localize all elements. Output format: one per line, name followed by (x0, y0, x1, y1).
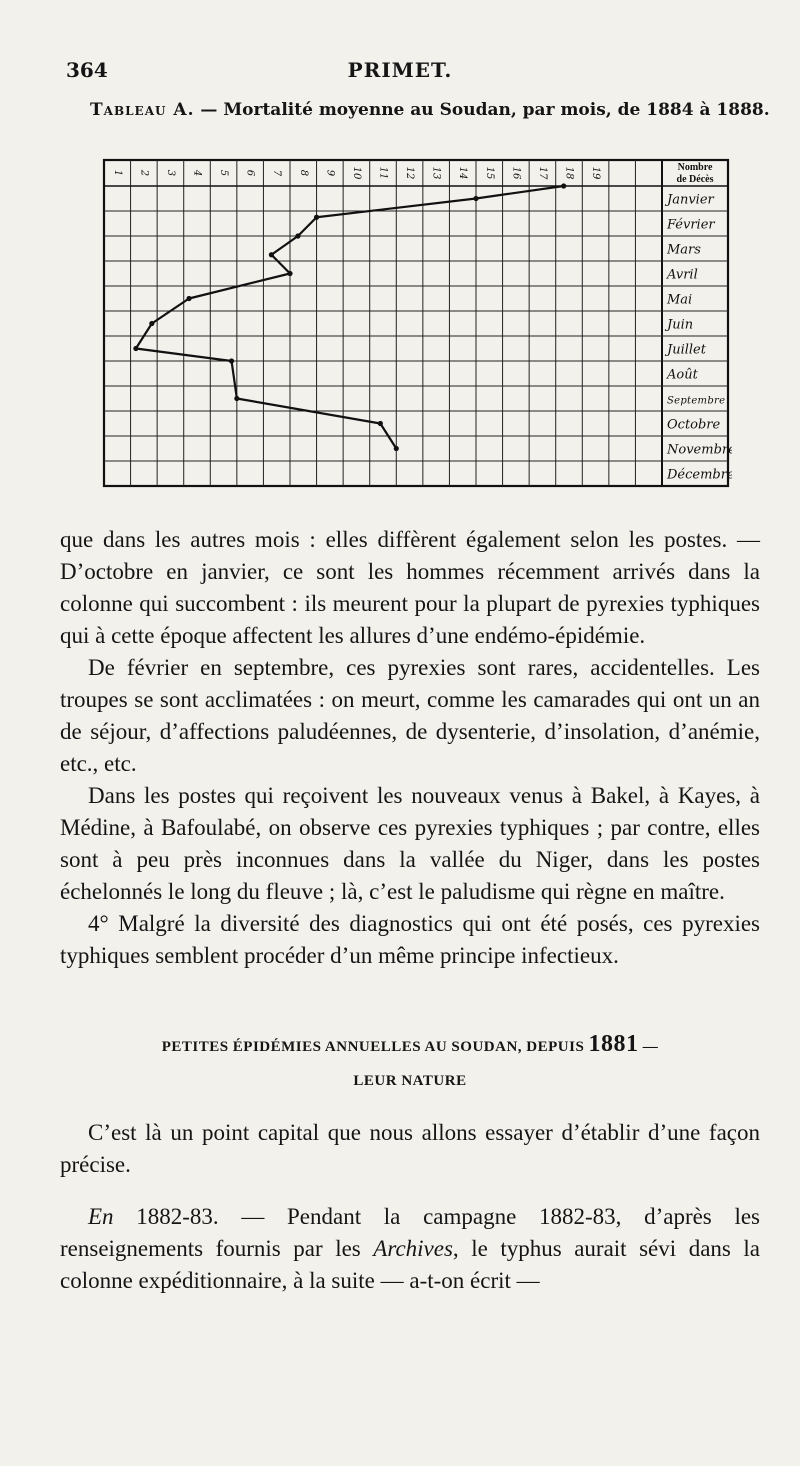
paragraph-6-em: Archives (373, 1236, 453, 1261)
x-tick-label: 13 (430, 166, 442, 180)
x-tick-label: 3 (164, 169, 176, 177)
x-tick-label: 10 (350, 166, 362, 180)
page-number: 364 (66, 58, 108, 82)
x-tick-label: 16 (510, 166, 522, 180)
x-tick-label: 12 (404, 166, 416, 180)
category-label: Décembre (667, 467, 732, 483)
paragraph-3: Dans les postes qui reçoivent les nouveaux venus à Bakel, à Kayes, à Médine, à Bafoulabé, on observe ces pyrexies typhiques ; par contre, elles sont à peu près inconnues dans la vallée du Niger, dans les postes échelonnés le long du fleuve ; là, c’est le paludisme qui règne en maître. (60, 783, 760, 904)
category-label: Mars (667, 242, 701, 258)
paragraph-4: 4° Malgré la diversité des diagnostics qui ont été posés, ces pyrexies typhiques semblent procéder d’un même principe infectieux. (60, 911, 760, 968)
series-line-deces (136, 186, 564, 449)
section-heading-dash: — (638, 1039, 659, 1055)
x-tick-label: 18 (563, 166, 575, 180)
table-caption (90, 100, 770, 120)
x-axis-label-line-2: de Décès (676, 174, 714, 185)
page-header (0, 58, 800, 88)
x-tick-label: 17 (536, 166, 548, 180)
category-label: Septembre (667, 395, 725, 407)
paragraph-5: C’est là un point capital que nous allons essayer d’établir d’une façon précise. (60, 1120, 760, 1177)
paragraph-6-b: , le typhus aurait sévi dans la colonne expéditionnaire, à la suite — a-t-on écrit — (60, 1236, 760, 1293)
x-tick-label: 4 (191, 169, 203, 177)
x-tick-label: 6 (244, 169, 256, 177)
data-point (269, 252, 274, 257)
section-heading (60, 1028, 760, 1097)
x-tick-label: 2 (138, 169, 150, 177)
data-point (561, 183, 566, 188)
category-label: Janvier (667, 192, 714, 208)
chart-frame (104, 160, 728, 486)
category-label: Octobre (667, 417, 721, 433)
paragraph-6-lead: En (88, 1204, 114, 1229)
category-label: Juillet (667, 342, 706, 358)
data-point (186, 296, 191, 301)
data-point (378, 421, 383, 426)
category-label: Juin (667, 317, 694, 333)
table-label: Tableau A. (90, 100, 195, 120)
category-label: Novembre (667, 442, 732, 458)
x-axis-label-line-1: Nombre (677, 162, 713, 173)
data-point (314, 215, 319, 220)
x-tick-label: 1 (111, 169, 123, 177)
data-point (234, 396, 239, 401)
data-point (295, 233, 300, 238)
x-tick-label: 14 (457, 166, 469, 180)
data-point (229, 358, 234, 363)
x-tick-label: 15 (483, 166, 495, 180)
data-point (473, 196, 478, 201)
table-caption-text: — Mortalité moyenne au Soudan, par mois, de 1884 à 1888. (194, 100, 770, 120)
category-label: Février (667, 217, 715, 233)
mortality-chart-svg (102, 158, 732, 490)
x-tick-label: 19 (590, 166, 602, 180)
section-heading-main: PETITES ÉPIDÉMIES ANNUELLES AU SOUDAN, DEPUIS (161, 1039, 589, 1055)
paragraph-1: que dans les autres mois : elles diffèrent également selon les postes. — D’octobre en janvier, ce sont les hommes récemment arrivés dans la colonne qui succombent : ils meurent pour la plupart de pyrexies typhiques qui à cette époque affectent les allures d’une endémo-épidémie. (60, 527, 760, 648)
paragraph-6-a: 1882-83. — Pendant la campagne 1882-83, d’après les renseignements fournis par les (60, 1204, 760, 1261)
data-point (149, 321, 154, 326)
category-label: Mai (667, 292, 693, 308)
x-tick-label: 8 (297, 169, 309, 177)
category-label: Août (667, 367, 698, 383)
paragraph-6 (60, 1201, 760, 1297)
data-point (287, 271, 292, 276)
x-tick-label: 5 (218, 169, 230, 177)
data-point (394, 446, 399, 451)
paragraph-2: De février en septembre, ces pyrexies sont rares, accidentelles. Les troupes se sont acclimatées : on meurt, comme les camarades qui ont un an de séjour, d’affections paludéennes, de dysenterie, d’insolation, d’anémie, etc., etc. (60, 655, 760, 776)
mortality-chart (102, 158, 732, 494)
section-heading-sub: LEUR NATURE (353, 1073, 467, 1089)
x-tick-label: 7 (271, 169, 283, 177)
data-point (133, 346, 138, 351)
category-label: Avril (667, 267, 698, 283)
x-tick-label: 11 (377, 166, 389, 180)
body-text (60, 524, 760, 1297)
x-tick-label: 9 (324, 169, 336, 177)
running-title: PRIMET. (347, 58, 453, 82)
section-heading-year: 1881 (588, 1031, 639, 1057)
